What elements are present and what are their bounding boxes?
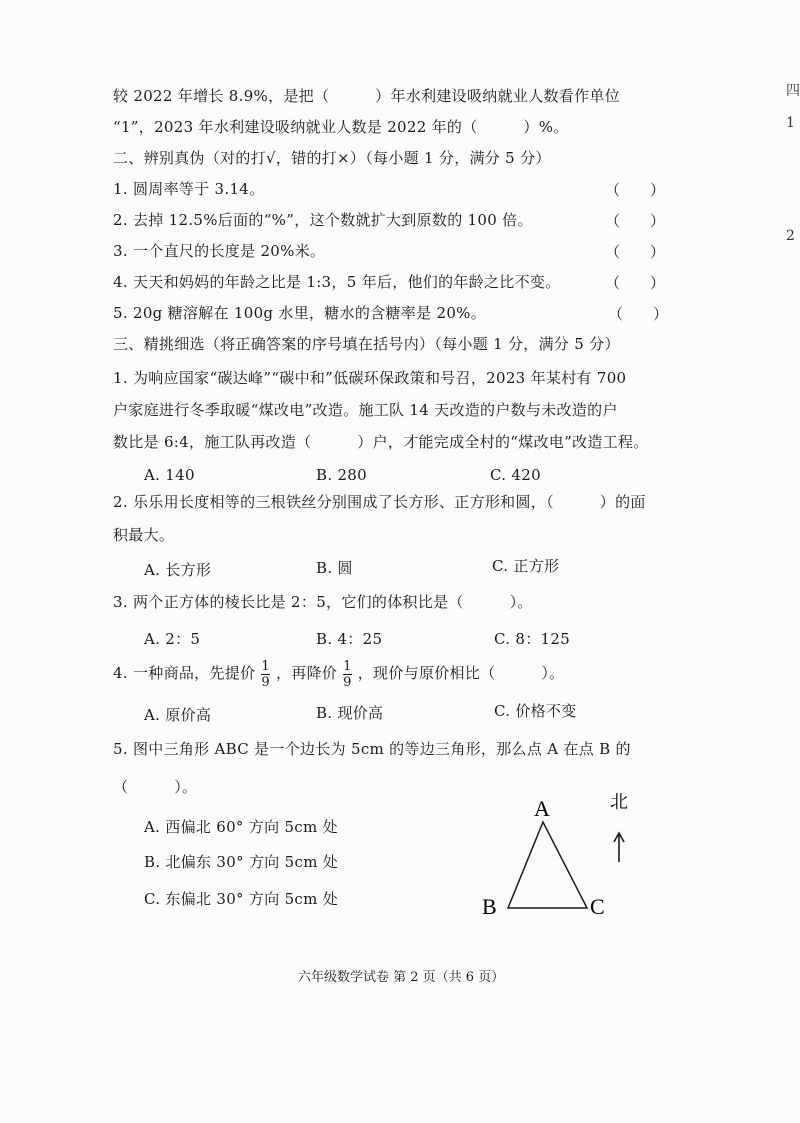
judge-item-3: 3. 一个直尺的长度是 20%米。 bbox=[113, 242, 326, 260]
vertex-label-a: A bbox=[534, 796, 550, 821]
answer-blank[interactable]: （ ） bbox=[605, 212, 666, 230]
fraction-one-ninth bbox=[261, 659, 270, 690]
answer-blank[interactable]: （ ） bbox=[605, 243, 666, 261]
q3-option-c: C. 8：125 bbox=[494, 630, 571, 648]
page-footer: 六年级数学试卷 第 2 页（共 6 页） bbox=[298, 970, 505, 985]
intro-line-1: 较 2022 年增长 8.9%，是把（ ）年水利建设吸纳就业人数看作单位 bbox=[113, 87, 620, 105]
q5-option-c: C. 东偏北 30° 方向 5cm 处 bbox=[144, 890, 339, 908]
fraction-denominator: 9 bbox=[343, 674, 352, 690]
q5-line-2: （ ）。 bbox=[113, 778, 198, 796]
q3-option-b: B. 4：25 bbox=[316, 630, 383, 648]
answer-blank[interactable]: （ ） bbox=[605, 181, 666, 199]
vertex-label-c: C bbox=[590, 894, 605, 919]
judge-item-5: 5. 20g 糖溶解在 100g 水里，糖水的含糖率是 20%。 bbox=[113, 304, 487, 322]
q2-option-b: B. 圆 bbox=[316, 559, 353, 577]
q1-option-a: A. 140 bbox=[144, 466, 195, 484]
q1-option-c: C. 420 bbox=[490, 466, 541, 484]
answer-blank[interactable]: （ ） bbox=[605, 274, 666, 292]
q4-option-c: C. 价格不变 bbox=[494, 702, 577, 720]
q4-option-a: A. 原价高 bbox=[144, 706, 212, 724]
q2-option-a: A. 长方形 bbox=[144, 561, 212, 579]
fraction-one-ninth bbox=[343, 659, 352, 690]
vertex-label-b: B bbox=[482, 894, 497, 919]
edge-mark: 2 bbox=[786, 228, 795, 244]
q4-option-b: B. 现价高 bbox=[316, 704, 384, 722]
triangle-diagram bbox=[470, 780, 650, 930]
q1-line-2: 户家庭进行冬季取暖“煤改电”改造。施工队 14 天改造的户数与未改造的户 bbox=[113, 401, 618, 419]
north-label: 北 bbox=[610, 792, 628, 812]
fraction-numerator: 1 bbox=[343, 658, 352, 674]
triangle-abc bbox=[508, 822, 587, 908]
q2-line-1: 2. 乐乐用长度相等的三根铁丝分别围成了长方形、正方形和圆，（ ）的面 bbox=[113, 493, 646, 511]
judge-item-1: 1. 圆周率等于 3.14。 bbox=[113, 180, 265, 198]
q4-text-2: ，再降价 bbox=[275, 664, 338, 682]
section2-heading: 二、辨别真伪（对的打√，错的打×）（每小题 1 分，满分 5 分） bbox=[113, 149, 551, 167]
q2-line-2: 积最大。 bbox=[113, 526, 175, 544]
q1-option-b: B. 280 bbox=[316, 466, 367, 484]
answer-blank[interactable]: （ ） bbox=[608, 305, 669, 323]
q3-line-1: 3. 两个正方体的棱长比是 2：5，它们的体积比是（ ）。 bbox=[113, 593, 533, 611]
q3-option-a: A. 2：5 bbox=[144, 630, 201, 648]
edge-mark: 1 bbox=[786, 115, 795, 131]
q4-text-3: ，现价与原价相比（ ）。 bbox=[357, 664, 565, 682]
q4-text-1: 4. 一种商品，先提价 bbox=[113, 664, 256, 682]
section3-heading: 三、精挑细选（将正确答案的序号填在括号内）（每小题 1 分，满分 5 分） bbox=[113, 335, 620, 353]
q5-line-1: 5. 图中三角形 ABC 是一个边长为 5cm 的等边三角形，那么点 A 在点 B 的 bbox=[113, 740, 631, 758]
judge-item-4: 4. 天天和妈妈的年龄之比是 1:3，5 年后，他们的年龄之比不变。 bbox=[113, 273, 561, 291]
q1-line-1: 1. 为响应国家“碳达峰”“碳中和”低碳环保政策和号召，2023 年某村有 700 bbox=[113, 369, 627, 387]
judge-item-2: 2. 去掉 12.5%后面的“%”，这个数就扩大到原数的 100 倍。 bbox=[113, 211, 533, 229]
q4-line bbox=[113, 656, 564, 690]
q5-option-a: A. 西偏北 60° 方向 5cm 处 bbox=[144, 818, 338, 836]
fraction-numerator: 1 bbox=[261, 658, 270, 674]
q1-line-3: 数比是 6:4，施工队再改造（ ）户，才能完成全村的“煤改电”改造工程。 bbox=[113, 433, 649, 451]
q5-option-b: B. 北偏东 30° 方向 5cm 处 bbox=[144, 853, 339, 871]
intro-line-2: “1”，2023 年水利建设吸纳就业人数是 2022 年的（ ）%。 bbox=[113, 118, 569, 136]
fraction-denominator: 9 bbox=[261, 674, 270, 690]
edge-mark: 四 bbox=[786, 83, 800, 99]
q2-option-c: C. 正方形 bbox=[492, 557, 560, 575]
